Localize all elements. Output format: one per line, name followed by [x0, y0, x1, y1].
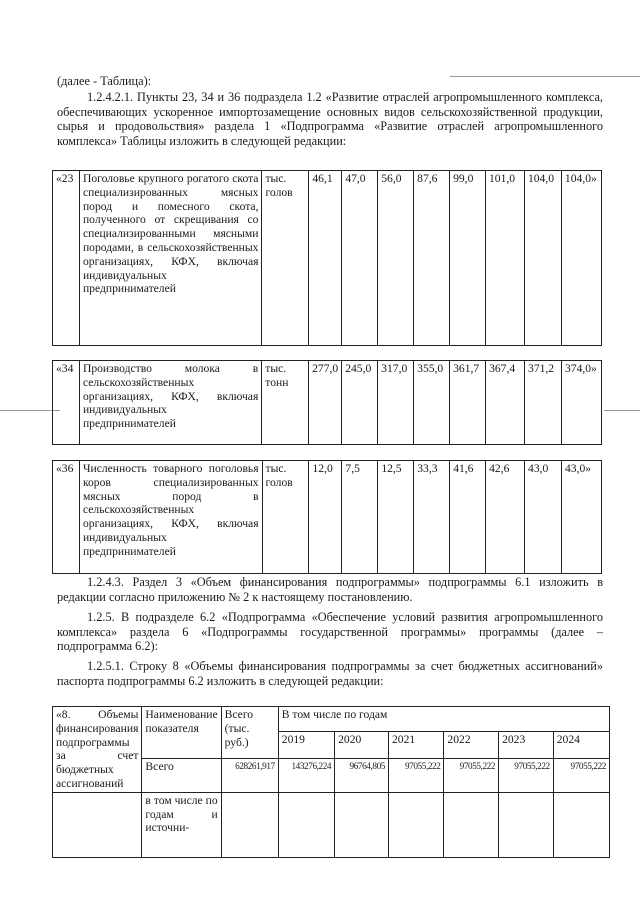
year-value: 97055,222	[444, 758, 499, 792]
year-header: 2022	[444, 731, 499, 758]
financing-label-continuation	[53, 792, 142, 857]
row-number: «34	[53, 361, 80, 445]
value-cell: 41,6	[450, 461, 486, 574]
empty-cell	[278, 792, 334, 857]
value-cell: 99,0	[450, 171, 486, 346]
header-years: В том числе по годам	[278, 707, 609, 732]
year-value: 97055,222	[499, 758, 554, 792]
value-cell: 374,0»	[561, 361, 601, 445]
header-total: Всего (тыс. руб.)	[221, 707, 278, 759]
year-header: 2019	[278, 731, 334, 758]
indicator-name: Поголовье крупного рогатого скота специализированных мясных пород и помесного скота, полученного от скрещивания со специализированными мясными породами, в сельскохозяйственных организациях, КФХ, включая индивидуальных предпринимателей	[79, 171, 262, 346]
table-row-36	[52, 460, 602, 574]
year-value: 143276,224	[278, 758, 334, 792]
value-cell: 46,1	[309, 171, 342, 346]
value-cell: 87,6	[414, 171, 450, 346]
financing-table	[52, 706, 610, 858]
year-value: 96764,805	[335, 758, 389, 792]
empty-cell	[444, 792, 499, 857]
unit: тыс. голов	[262, 461, 309, 574]
unit: тыс. тонн	[262, 361, 309, 445]
paragraph-1-2-4-3: 1.2.4.3. Раздел 3 «Объем финансирования подпрограммы» подпрограммы 6.1 изложить в редакции согласно приложению № 2 к настоящему постановлению.	[57, 575, 603, 604]
value-cell: 47,0	[342, 171, 378, 346]
value-cell: 361,7	[450, 361, 486, 445]
value-cell: 33,3	[414, 461, 450, 574]
value-cell: 371,2	[525, 361, 562, 445]
sub-label: в том числе по годам и источни-	[142, 792, 221, 857]
value-cell: 43,0»	[561, 461, 601, 574]
indicator-name: Численность товарного поголовья коров специализированных мясных пород в сельскохозяйственных организациях, КФХ, включая индивидуальных предпринимателей	[79, 461, 262, 574]
value-cell: 355,0	[414, 361, 450, 445]
total-value: 628261,917	[221, 758, 278, 792]
indicator-name: Производство молока в сельскохозяйственных организациях, КФХ, включая индивидуальных предпринимателей	[79, 361, 261, 445]
value-cell: 277,0	[309, 361, 342, 445]
year-value: 97055,222	[553, 758, 609, 792]
year-header: 2024	[553, 731, 609, 758]
scan-artifact-line	[604, 410, 640, 411]
empty-cell	[388, 792, 443, 857]
year-header: 2020	[335, 731, 389, 758]
value-cell: 42,6	[486, 461, 525, 574]
financing-row-label: «8. Объемы финансирования подпрограммы за счет бюджетных ассигнований	[53, 707, 142, 793]
value-cell: 56,0	[378, 171, 414, 346]
row-number: «36	[53, 461, 80, 574]
intro-text: (далее - Таблица):	[57, 74, 152, 88]
year-value: 97055,222	[388, 758, 443, 792]
paragraph-1-2-5: 1.2.5. В подразделе 6.2 «Подпрограмма «Обеспечение условий развития агропромышленного комплекса» раздела 6 «Подпрограммы государственной программы» программы (далее – подпрограмма 6.2):	[57, 610, 603, 654]
value-cell: 7,5	[342, 461, 378, 574]
table-row-23	[52, 170, 602, 346]
table-row-34	[52, 360, 602, 445]
row-number: «23	[53, 171, 80, 346]
value-cell: 104,0»	[561, 171, 601, 346]
empty-cell	[335, 792, 389, 857]
value-cell: 104,0	[524, 171, 561, 346]
empty-cell	[221, 792, 278, 857]
empty-cell	[553, 792, 609, 857]
year-header: 2023	[499, 731, 554, 758]
empty-cell	[499, 792, 554, 857]
value-cell: 101,0	[486, 171, 525, 346]
value-cell: 43,0	[525, 461, 562, 574]
value-cell: 367,4	[486, 361, 525, 445]
header-name: Наименование показателя	[142, 707, 221, 759]
paragraph-1-2-5-1: 1.2.5.1. Строку 8 «Объемы финансирования подпрограммы за счет бюджетных ассигнований» паспорта подпрограммы 6.2 изложить в следующей редакции:	[57, 659, 603, 688]
value-cell: 12,0	[309, 461, 342, 574]
value-cell: 317,0	[378, 361, 414, 445]
total-label: Всего	[142, 758, 221, 792]
year-header: 2021	[388, 731, 443, 758]
unit: тыс. голов	[262, 171, 309, 346]
paragraph-1-2-4-2-1: 1.2.4.2.1. Пункты 23, 34 и 36 подраздела 1.2 «Развитие отраслей агропромышленного комплекса, обеспечивающих ускоренное импортозамещение основных видов сельскохозяйственной продукции, сырья и продовольствия» раздела 1 «Подпрограмма «Развитие отраслей агропромышленного комплекса» Таблицы изложить в следующей редакции:	[57, 90, 603, 148]
value-cell: 12,5	[378, 461, 414, 574]
value-cell: 245,0	[342, 361, 378, 445]
scan-artifact-line	[0, 410, 60, 411]
